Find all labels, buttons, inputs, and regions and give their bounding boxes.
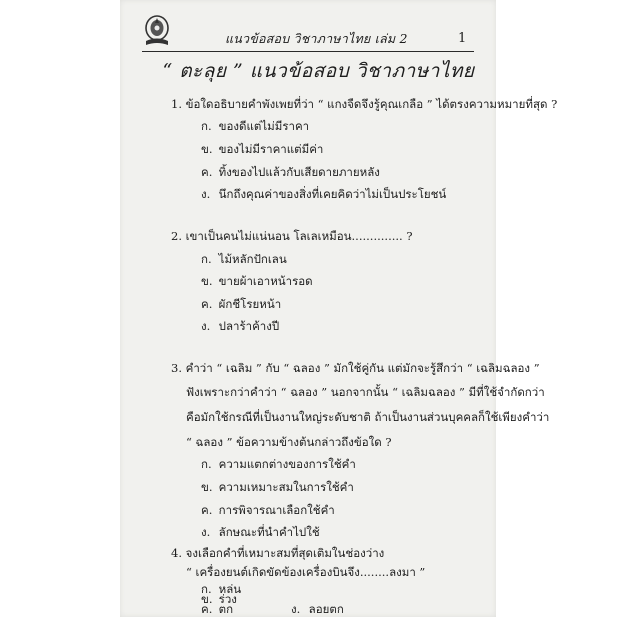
question-2-option-d: ง. ปลาร้าค้างปี	[201, 319, 280, 333]
running-head: แนวข้อสอบ วิชาภาษาไทย เล่ม 2	[225, 31, 408, 46]
question-3-option-d: ง. ลักษณะที่นำคำไปใช้	[201, 525, 320, 539]
question-3-option-b: ข. ความเหมาะสมในการใช้คำ	[201, 480, 354, 494]
question-2-option-b: ข. ขายผ้าเอาหน้ารอด	[201, 274, 313, 288]
page-title: “ ตะลุย ” แนวข้อสอบ วิชาภาษาไทย	[162, 60, 475, 82]
question-1-option-b: ข. ของไม่มีราคาแต่มีค่า	[201, 142, 324, 156]
question-3-option-a: ก. ความแตกต่างของการใช้คำ	[201, 457, 356, 471]
header-rule	[142, 51, 474, 52]
question-4-text-line-1: 4. จงเลือกคำที่เหมาะสมที่สุดเติมในช่องว่าง	[171, 546, 385, 560]
university-emblem-icon	[142, 14, 172, 48]
question-4-text-line-2: “ เครื่องยนต์เกิดขัดข้องเครื่องบินจึง........ลงมา ”	[186, 565, 426, 579]
question-1-option-a: ก. ของดีแต่ไม่มีราคา	[201, 119, 310, 133]
question-4-option-c: ค. ตก	[201, 602, 234, 616]
question-3-text-line-3: คือมักใช้กรณีที่เป็นงานใหญ่ระดับชาติ ถ้าเป็นงานส่วนบุคคลก็ใช้เพียงคำว่า	[186, 410, 550, 424]
question-2-text: 2. เขาเป็นคนไม่แน่นอน โลเลเหมือน.............. ?	[171, 229, 413, 243]
question-4-option-b: ข. ร่วง	[201, 592, 237, 606]
question-1-option-c: ค. ทิ้งของไปแล้วกับเสียดายภายหลัง	[201, 165, 380, 179]
question-4-option-a: ก. หล่น	[201, 582, 242, 596]
question-3-text-line-1: 3. คำว่า “ เฉลิม ” กับ “ ฉลอง ” มักใช้คู่กัน แต่มักจะรู้สึกว่า “ เฉลิมฉลอง ”	[171, 361, 540, 375]
page-number: 1	[458, 31, 467, 46]
question-3-option-c: ค. การพิจารณาเลือกใช้คำ	[201, 503, 335, 517]
question-3-text-line-2: ฟังเพราะกว่าคำว่า “ ฉลอง ” นอกจากนั้น “ เฉลิมฉลอง ” มีที่ใช้จำกัดกว่า	[186, 385, 545, 399]
question-2-option-a: ก. ไม้หลักปักเลน	[201, 252, 287, 266]
question-1-option-d: ง. นึกถึงคุณค่าของสิ่งที่เคยคิดว่าไม่เป็นประโยชน์	[201, 187, 447, 201]
question-4-option-d: ง. ลอยตก	[291, 602, 344, 616]
question-2-option-c: ค. ผักชีโรยหน้า	[201, 297, 282, 311]
question-3-text-line-4: “ ฉลอง ” ข้อความข้างต้นกล่าวถึงข้อใด ?	[186, 435, 392, 449]
question-1-text: 1. ข้อใดอธิบายคำพังเพยที่ว่า “ แกงจืดจึงรู้คุณเกลือ ” ได้ตรงความหมายที่สุด ?	[171, 97, 558, 111]
